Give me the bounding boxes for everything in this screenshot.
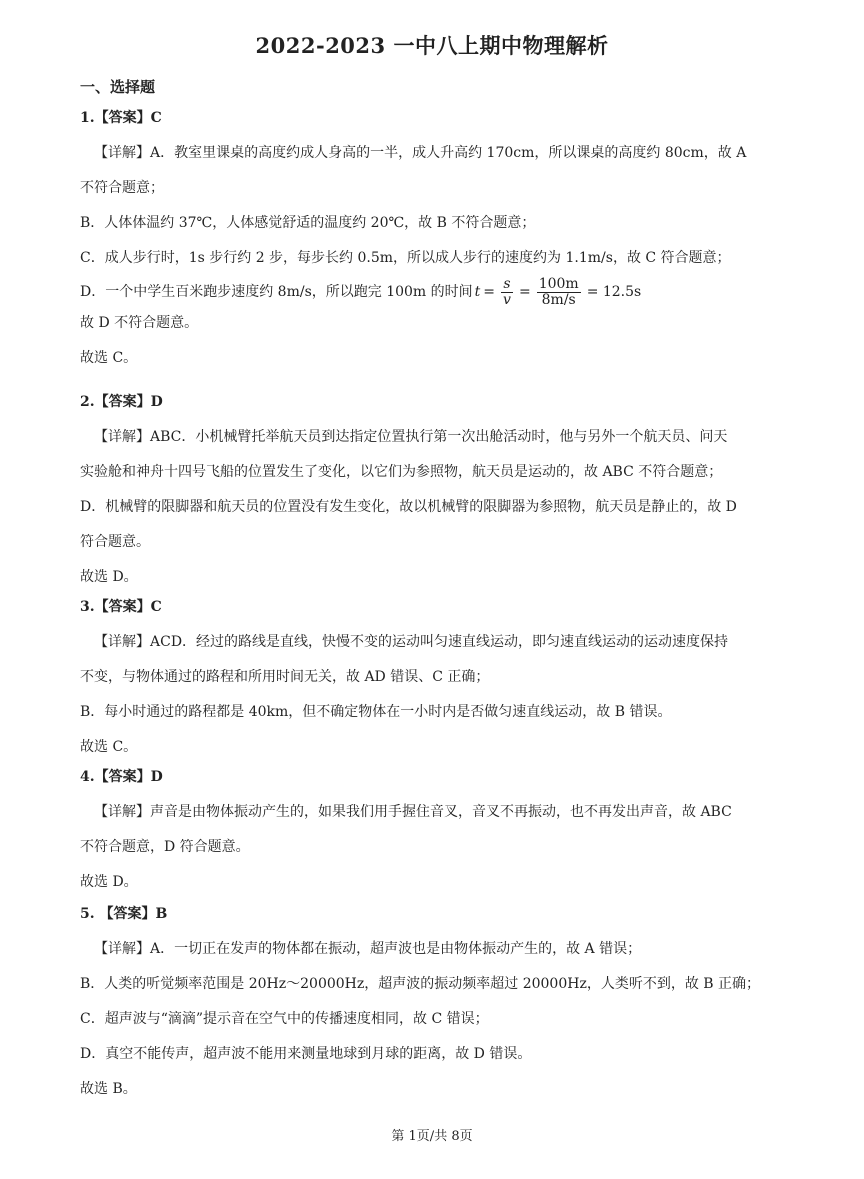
fraction-s-over-v [501, 277, 513, 308]
formula-line [80, 275, 792, 309]
section-heading: 一、选择题 [80, 78, 156, 96]
explanation-line: 符合题意。 [80, 534, 150, 550]
explanation-line: 【详解】声音是由物体振动产生的，如果我们用手握住音叉，音叉不再振动，也不再发出声音，故 ABC [94, 804, 732, 820]
answer-heading: 3.【答案】C [80, 599, 162, 615]
explanation-line: 不符合题意，D 符合题意。 [80, 839, 250, 855]
explanation-line: B．人类的听觉频率范围是 20Hz～20000Hz，超声波的振动频率超过 20000Hz，人类听不到，故 B 正确； [80, 976, 761, 992]
document-title: 2022-2023 一中八上期中物理解析 [255, 33, 609, 58]
conclusion-line: 故选 C。 [80, 350, 138, 366]
explanation-line: D．真空不能传声，超声波不能用来测量地球到月球的距离，故 D 错误。 [80, 1046, 532, 1062]
explanation-line: 不变，与物体通过的路程和所用时间无关，故 AD 错误、C 正确； [80, 669, 490, 685]
question-4 [80, 769, 792, 892]
explanation-line: 故 D 不符合题意。 [80, 315, 199, 331]
explanation-line: 【详解】ACD．经过的路线是直线，快慢不变的运动叫匀速直线运动，即匀速直线运动的运动速度保持 [94, 634, 729, 650]
formula-variable-t: t [474, 284, 481, 300]
explanation-line: B．每小时通过的路程都是 40km，但不确定物体在一小时内是否做匀速直线运动，故 B 错误。 [80, 704, 672, 720]
answer-heading: 1.【答案】C [80, 110, 162, 126]
page-number-footer: 第 1页/共 8页 [391, 1129, 473, 1144]
question-1 [80, 110, 792, 368]
formula-equals: = [518, 284, 531, 300]
answer-heading: 4.【答案】D [80, 769, 163, 785]
explanation-text: D．一个中学生百米跑步速度约 8m/s，所以跑完 100m 的时间 [80, 284, 473, 300]
formula-equals: = [483, 284, 496, 300]
explanation-line: 不符合题意； [80, 180, 164, 196]
conclusion-line: 故选 D。 [80, 874, 138, 890]
formula-result: = 12.5s [586, 284, 642, 300]
explanation-line: 实验舱和神舟十四号飞船的位置发生了变化，以它们为参照物，航天员是运动的，故 ABC 不符合题意； [80, 464, 723, 480]
fraction-denominator: 8m/s [541, 291, 576, 308]
conclusion-line: 故选 C。 [80, 739, 138, 755]
fraction-numerator: s [503, 275, 511, 292]
fraction-denominator: v [503, 291, 511, 308]
explanation-line: C．成人步行时，1s 步行约 2 步，每步长约 0.5m，所以成人步行的速度约为 1.1m/s，故 C 符合题意； [80, 250, 731, 266]
explanation-line: B．人体体温约 37℃，人体感觉舒适的温度约 20℃，故 B 不符合题意； [80, 215, 536, 231]
answer-heading: 5. 【答案】B [80, 906, 168, 922]
explanation-line: 【详解】ABC．小机械臂托举航天员到达指定位置执行第一次出舱活动时，他与另外一个航天员、问天 [94, 429, 728, 445]
explanation-line: 【详解】A．教室里课桌的高度约成人身高的一半，成人升高约 170cm，所以课桌的高度约 80cm，故 A [94, 145, 747, 161]
answer-heading: 2.【答案】D [80, 394, 163, 410]
explanation-line: D．机械臂的限脚器和航天员的位置没有发生变化，故以机械臂的限脚器为参照物，航天员是静止的，故 D [80, 499, 737, 515]
question-3 [80, 599, 792, 757]
explanation-line: C．超声波与“滴滴”提示音在空气中的传播速度相同，故 C 错误； [80, 1011, 489, 1027]
conclusion-line: 故选 D。 [80, 569, 138, 585]
explanation-line: 【详解】A．一切正在发声的物体都在振动，超声波也是由物体振动产生的，故 A 错误； [94, 941, 642, 957]
question-2 [80, 394, 792, 587]
question-5 [80, 906, 792, 1099]
conclusion-line: 故选 B。 [80, 1081, 137, 1097]
fraction-numerator: 100m [538, 275, 579, 292]
fraction-values [537, 277, 581, 308]
